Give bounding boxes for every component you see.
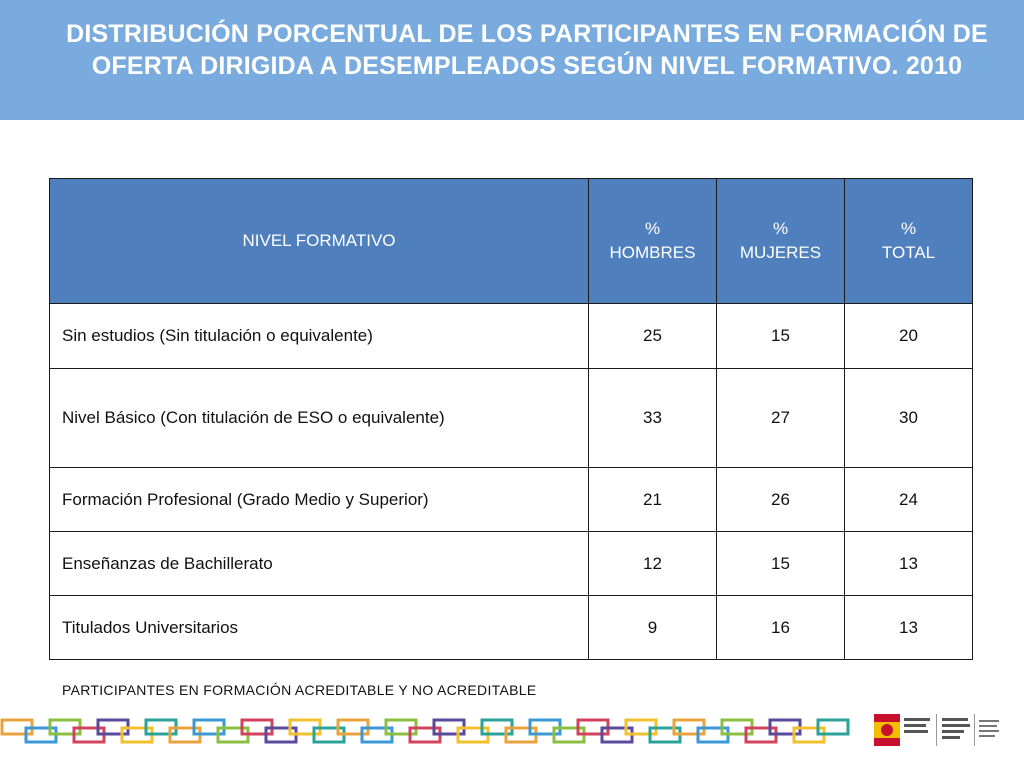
row-label: Titulados Universitarios	[50, 596, 589, 660]
cell-total: 13	[845, 596, 973, 660]
cell-mujeres: 15	[717, 304, 845, 369]
cell-hombres: 12	[589, 532, 717, 596]
cell-mujeres: 27	[717, 369, 845, 468]
header-mujeres-label: MUJERES	[739, 243, 822, 262]
row-label: Nivel Básico (Con titulación de ESO o equivalente)	[50, 369, 589, 468]
header-mujeres-pct: %	[772, 219, 789, 238]
cell-hombres: 33	[589, 369, 717, 468]
row-label: Enseñanzas de Bachillerato	[50, 532, 589, 596]
cell-mujeres: 26	[717, 468, 845, 532]
row-label: Sin estudios (Sin titulación o equivalente)	[50, 304, 589, 369]
table-header	[50, 179, 973, 304]
table-row	[50, 596, 973, 660]
decorative-chain-border	[0, 714, 850, 748]
header-nivel-formativo: NIVEL FORMATIVO	[50, 179, 589, 304]
header-hombres	[589, 179, 717, 304]
header-total	[845, 179, 973, 304]
government-logo-icon	[872, 712, 1002, 748]
cell-total: 20	[845, 304, 973, 369]
page-title	[40, 18, 1014, 82]
header-mujeres	[717, 179, 845, 304]
title-banner	[0, 0, 1024, 120]
page-title-line-1: DISTRIBUCIÓN PORCENTUAL DE LOS PARTICIPANTES EN FORMACIÓN DE	[66, 20, 988, 48]
cell-total: 13	[845, 532, 973, 596]
header-total-label: TOTAL	[881, 243, 936, 262]
cell-total: 24	[845, 468, 973, 532]
table-row	[50, 369, 973, 468]
table-row	[50, 532, 973, 596]
cell-mujeres: 16	[717, 596, 845, 660]
cell-hombres: 21	[589, 468, 717, 532]
header-hombres-label: HOMBRES	[609, 243, 696, 262]
table-row	[50, 468, 973, 532]
cell-hombres: 9	[589, 596, 717, 660]
cell-mujeres: 15	[717, 532, 845, 596]
data-table	[49, 178, 973, 660]
footnote: PARTICIPANTES EN FORMACIÓN ACREDITABLE Y NO ACREDITABLE	[62, 682, 537, 698]
header-total-pct: %	[900, 219, 917, 238]
page-title-line-2: OFERTA DIRIGIDA A DESEMPLEADOS SEGÚN NIVEL FORMATIVO. 2010	[91, 52, 963, 80]
cell-total: 30	[845, 369, 973, 468]
cell-hombres: 25	[589, 304, 717, 369]
row-label: Formación Profesional (Grado Medio y Superior)	[50, 468, 589, 532]
table-row	[50, 304, 973, 369]
header-hombres-pct: %	[644, 219, 661, 238]
